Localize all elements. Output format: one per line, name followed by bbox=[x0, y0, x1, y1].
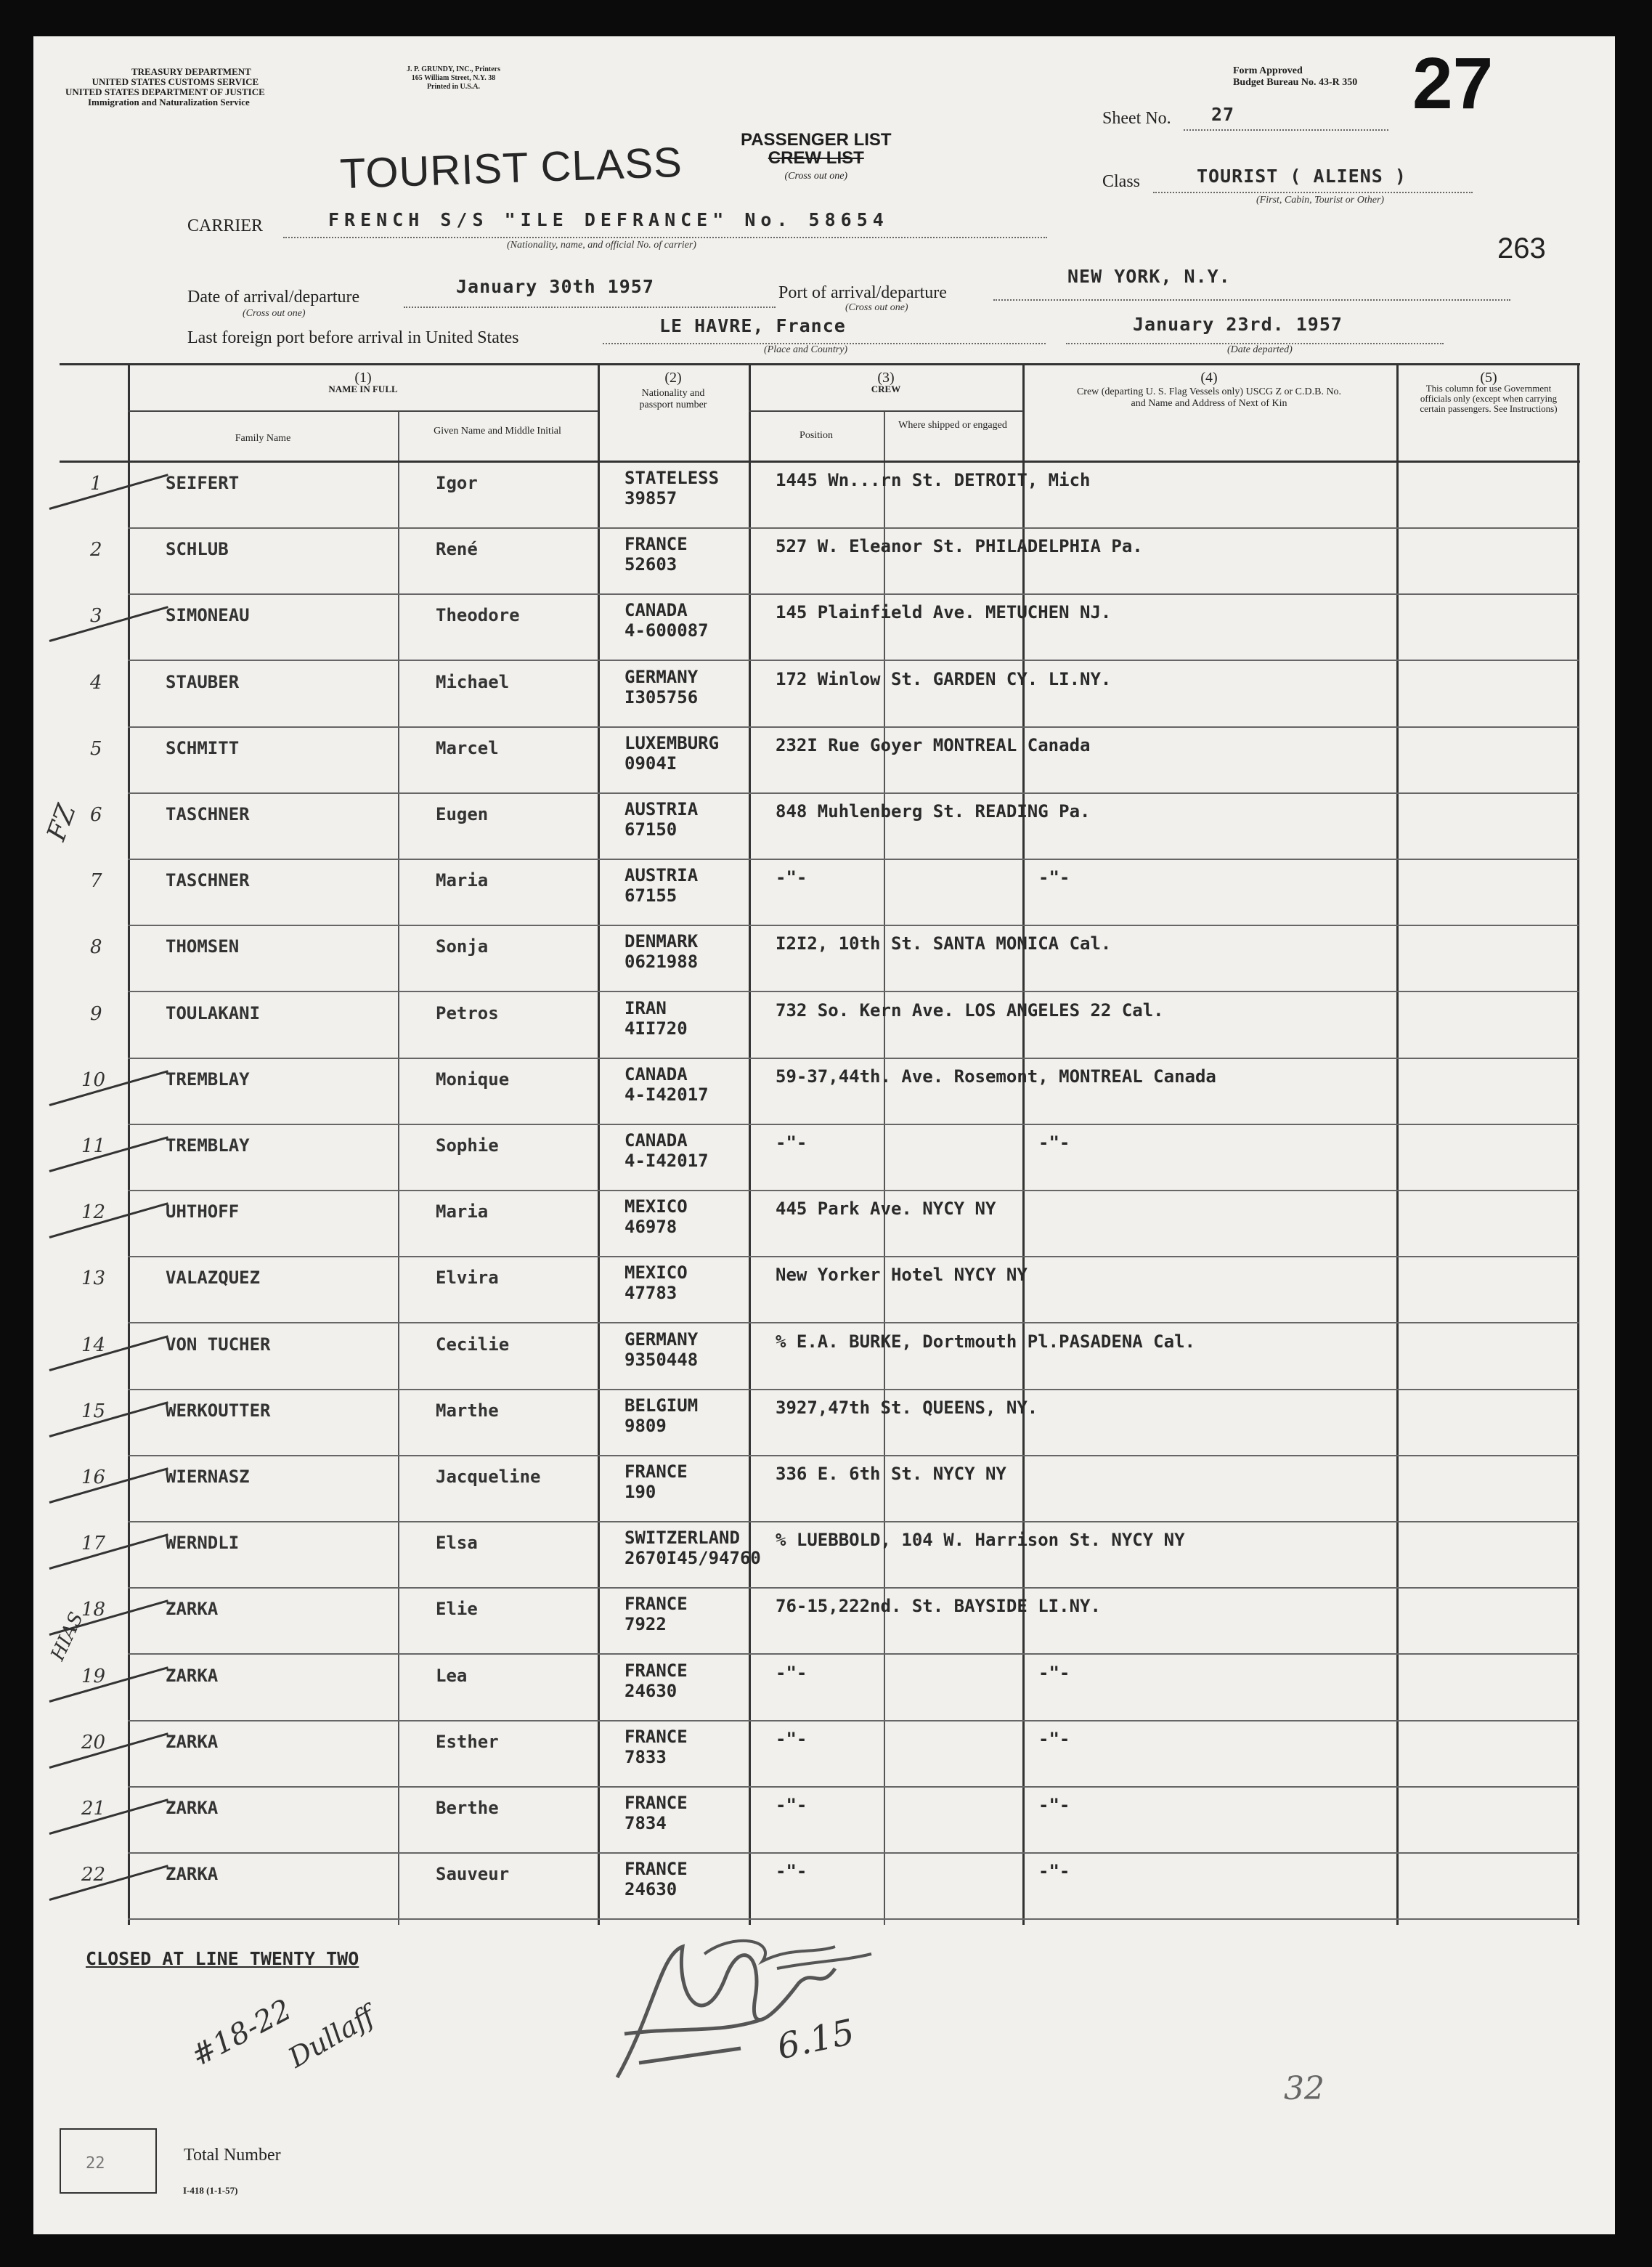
address: 145 Plainfield Ave. METUCHEN NJ. bbox=[776, 602, 1112, 622]
sheet-number-label: Sheet No. bbox=[1102, 109, 1171, 128]
agency-line: Immigration and Naturalization Service bbox=[87, 97, 250, 108]
line-check-mark bbox=[49, 1533, 168, 1570]
line-number: 16 bbox=[81, 1467, 106, 1488]
family-name: ZARKA bbox=[166, 1599, 219, 1619]
line-check-mark bbox=[49, 1467, 168, 1504]
given-name: Elsa bbox=[436, 1533, 478, 1553]
tourist-class-stamp: TOURIST CLASS bbox=[339, 138, 683, 198]
line-number: 13 bbox=[81, 1268, 106, 1289]
nationality: GERMANY bbox=[624, 667, 699, 687]
given-name: Sonja bbox=[436, 936, 489, 957]
passport-number: 9809 bbox=[624, 1416, 667, 1436]
passport-number: 47783 bbox=[624, 1283, 678, 1303]
line-check-mark bbox=[49, 1666, 168, 1703]
address: 59-37,44th. Ave. Rosemont, MONTREAL Canada bbox=[776, 1066, 1216, 1087]
family-name: VON TUCHER bbox=[166, 1334, 271, 1355]
given-name-header: Given Name and Middle Initial bbox=[434, 426, 561, 437]
nationality: FRANCE bbox=[624, 1461, 688, 1482]
last-port-label: Last foreign port before arrival in United States bbox=[187, 328, 519, 347]
given-name: Elvira bbox=[436, 1268, 499, 1288]
position-header: Position bbox=[799, 430, 833, 441]
table-row bbox=[0, 1059, 1652, 1125]
family-name: TREMBLAY bbox=[166, 1135, 250, 1156]
sheet-number-rule bbox=[1184, 129, 1388, 131]
nationality: DENMARK bbox=[624, 931, 699, 952]
date-of-arrival-rule bbox=[404, 307, 776, 308]
family-name: SEIFERT bbox=[166, 473, 240, 493]
address: 527 W. Eleanor St. PHILADELPHIA Pa. bbox=[776, 536, 1143, 556]
given-name: Sophie bbox=[436, 1135, 499, 1156]
last-port-caption: (Place and Country) bbox=[764, 344, 848, 355]
form-approval bbox=[1233, 65, 1357, 89]
passport-number: I305756 bbox=[624, 687, 699, 707]
passport-number: 190 bbox=[624, 1482, 656, 1502]
table-top-rule bbox=[60, 363, 1580, 365]
total-number-label: Total Number bbox=[184, 2146, 281, 2165]
line-check-mark bbox=[49, 1335, 168, 1371]
column-title: Nationality and passport number bbox=[639, 388, 707, 410]
family-name: THOMSEN bbox=[166, 936, 240, 957]
table-row bbox=[0, 1257, 1652, 1323]
family-name: SIMONEAU bbox=[166, 605, 250, 625]
address: 445 Park Ave. NYCY NY bbox=[776, 1199, 996, 1219]
nationality: MEXICO bbox=[624, 1262, 688, 1283]
margin-note: HIAS bbox=[46, 1609, 89, 1664]
nationality: FRANCE bbox=[624, 1859, 688, 1879]
column-5-header bbox=[1401, 372, 1576, 414]
line-check-mark bbox=[49, 1401, 168, 1437]
line-number: 10 bbox=[81, 1069, 106, 1091]
passport-number: 52603 bbox=[624, 554, 678, 575]
line-number: 8 bbox=[90, 936, 102, 958]
given-name: Marcel bbox=[436, 738, 499, 758]
address: -"- bbox=[776, 1663, 807, 1683]
table-row bbox=[0, 926, 1652, 992]
carrier-caption: (Nationality, name, and official No. of carrier) bbox=[507, 240, 696, 251]
handwritten-page-number: 263 bbox=[1497, 232, 1546, 264]
family-name: STAUBER bbox=[166, 672, 240, 692]
line-number: 6 bbox=[90, 804, 102, 826]
family-name-header: Family Name bbox=[235, 433, 291, 444]
line-number: 22 bbox=[81, 1864, 106, 1886]
nationality: LUXEMBURG bbox=[624, 733, 720, 753]
table-row bbox=[0, 1655, 1652, 1721]
last-port-value: LE HAVRE, France bbox=[659, 315, 846, 336]
family-name: WERNDLI bbox=[166, 1533, 240, 1553]
given-name: Marthe bbox=[436, 1400, 499, 1421]
column-3-header bbox=[749, 372, 1023, 396]
next-of-kin: -"- bbox=[1038, 1729, 1070, 1749]
given-name: René bbox=[436, 539, 478, 559]
column-title: NAME IN FULL bbox=[328, 384, 398, 394]
given-name: Lea bbox=[436, 1666, 468, 1686]
address: -"- bbox=[776, 1132, 807, 1153]
date-cross-out-caption: (Cross out one) bbox=[243, 308, 306, 319]
table-row bbox=[0, 1191, 1652, 1257]
printer-line: 165 William Street, N.Y. 38 bbox=[411, 74, 496, 82]
address: New Yorker Hotel NYCY NY bbox=[776, 1265, 1028, 1285]
line-number: 4 bbox=[90, 672, 102, 694]
nationality: BELGIUM bbox=[624, 1395, 699, 1416]
closed-at-line-note: CLOSED AT LINE TWENTY TWO bbox=[86, 1948, 359, 1969]
line-check-mark bbox=[49, 1732, 168, 1769]
line-check-mark bbox=[49, 1865, 168, 1901]
table-row bbox=[0, 1456, 1652, 1522]
carrier-value: FRENCH S/S "ILE DEFRANCE" No. 58654 bbox=[328, 209, 889, 230]
given-name: Eugen bbox=[436, 804, 489, 824]
agency-line: UNITED STATES CUSTOMS SERVICE bbox=[91, 76, 259, 87]
line-number: 19 bbox=[81, 1666, 106, 1687]
family-name: ZARKA bbox=[166, 1864, 219, 1884]
line-check-mark bbox=[49, 1070, 168, 1106]
passport-number: 4II720 bbox=[624, 1018, 688, 1039]
nationality: FRANCE bbox=[624, 1660, 688, 1681]
passport-number: 24630 bbox=[624, 1879, 678, 1899]
printer-imprint bbox=[407, 65, 500, 92]
nationality: FRANCE bbox=[624, 1727, 688, 1747]
line-number: 17 bbox=[81, 1533, 106, 1554]
table-row bbox=[0, 1125, 1652, 1191]
line-number: 1 bbox=[90, 473, 102, 495]
given-name: Theodore bbox=[436, 605, 520, 625]
table-row bbox=[0, 662, 1652, 728]
nationality: CANADA bbox=[624, 1130, 688, 1151]
given-name: Maria bbox=[436, 1201, 489, 1222]
table-row bbox=[0, 1854, 1652, 1920]
class-caption: (First, Cabin, Tourist or Other) bbox=[1256, 195, 1385, 206]
family-name: ZARKA bbox=[166, 1666, 219, 1686]
column-number: (4) bbox=[1200, 370, 1218, 386]
agency-line: TREASURY DEPARTMENT bbox=[131, 66, 251, 77]
given-name: Maria bbox=[436, 870, 489, 891]
line-number: 5 bbox=[90, 738, 102, 760]
family-name: TREMBLAY bbox=[166, 1069, 250, 1090]
agency-header bbox=[65, 67, 265, 108]
passport-number: 7834 bbox=[624, 1813, 667, 1833]
table-row bbox=[0, 860, 1652, 926]
table-row bbox=[0, 794, 1652, 860]
family-name: TASCHNER bbox=[166, 870, 250, 891]
nationality: GERMANY bbox=[624, 1329, 699, 1350]
total-number-value: 22 bbox=[86, 2154, 105, 2173]
nationality: CANADA bbox=[624, 1064, 688, 1084]
line-check-mark bbox=[49, 474, 168, 510]
line-check-mark bbox=[49, 1798, 168, 1835]
line-number: 21 bbox=[81, 1798, 106, 1820]
handwritten-note: #18-22 bbox=[185, 1992, 297, 2074]
address: 848 Muhlenberg St. READING Pa. bbox=[776, 801, 1091, 822]
nationality: MEXICO bbox=[624, 1196, 688, 1217]
family-name: ZARKA bbox=[166, 1732, 219, 1752]
budget-bureau-line: Budget Bureau No. 43-R 350 bbox=[1233, 77, 1358, 88]
date-departed-caption: (Date departed) bbox=[1227, 344, 1293, 355]
passport-number: 4-I42017 bbox=[624, 1084, 709, 1105]
row-rule bbox=[128, 1918, 1579, 1920]
address: % LUEBBOLD, 104 W. Harrison St. NYCY NY bbox=[776, 1530, 1185, 1550]
date-of-arrival-label: Date of arrival/departure bbox=[187, 288, 360, 307]
passport-number: 67155 bbox=[624, 885, 678, 906]
margin-note: FZ bbox=[41, 800, 82, 845]
address: 232I Rue Goyer MONTREAL Canada bbox=[776, 735, 1091, 755]
given-name: Berthe bbox=[436, 1798, 499, 1818]
table-row bbox=[0, 1522, 1652, 1589]
address: -"- bbox=[776, 1861, 807, 1881]
crew-list-title: CREW LIST bbox=[768, 148, 864, 168]
address: 3927,47th St. QUEENS, NY. bbox=[776, 1398, 1038, 1418]
given-name: Cecilie bbox=[436, 1334, 510, 1355]
nationality: AUSTRIA bbox=[624, 799, 699, 819]
nationality: CANADA bbox=[624, 600, 688, 620]
line-number: 15 bbox=[81, 1400, 106, 1422]
column-2-header bbox=[603, 372, 743, 411]
handwritten-time-note: 6.15 bbox=[773, 2011, 858, 2068]
line-number: 18 bbox=[81, 1599, 106, 1621]
column-title: CREW bbox=[871, 384, 901, 394]
family-name: TOULAKANI bbox=[166, 1003, 261, 1023]
line-number: 14 bbox=[81, 1334, 106, 1356]
given-name: Michael bbox=[436, 672, 510, 692]
row-rule bbox=[128, 660, 1579, 661]
passport-number: 0621988 bbox=[624, 952, 699, 972]
passport-number: 2670I45/94760 bbox=[624, 1548, 761, 1568]
total-number-box bbox=[60, 2128, 157, 2194]
header-sub-rule bbox=[749, 410, 1023, 412]
printer-line: J. P. GRUNDY, INC., Printers bbox=[407, 65, 500, 73]
table-row bbox=[0, 728, 1652, 794]
line-number: 3 bbox=[90, 605, 102, 627]
line-number: 9 bbox=[90, 1003, 102, 1025]
table-row bbox=[0, 595, 1652, 661]
next-of-kin: -"- bbox=[1038, 1132, 1070, 1153]
next-of-kin: -"- bbox=[1038, 1663, 1070, 1683]
passport-number: 67150 bbox=[624, 819, 678, 840]
passport-number: 4-600087 bbox=[624, 620, 709, 641]
table-row bbox=[0, 529, 1652, 595]
column-4-header bbox=[1046, 372, 1372, 410]
class-value: TOURIST ( ALIENS ) bbox=[1197, 166, 1407, 187]
family-name: SCHMITT bbox=[166, 738, 240, 758]
address: 732 So. Kern Ave. LOS ANGELES 22 Cal. bbox=[776, 1000, 1164, 1021]
column-number: (5) bbox=[1480, 370, 1497, 386]
class-label: Class bbox=[1102, 172, 1141, 191]
port-of-arrival-value: NEW YORK, N.Y. bbox=[1067, 266, 1231, 287]
address: -"- bbox=[776, 867, 807, 888]
given-name: Sauveur bbox=[436, 1864, 510, 1884]
line-check-mark bbox=[49, 606, 168, 642]
port-of-arrival-rule bbox=[993, 299, 1510, 301]
address: -"- bbox=[776, 1729, 807, 1749]
next-of-kin: -"- bbox=[1038, 867, 1070, 888]
table-row bbox=[0, 463, 1652, 529]
given-name: Elie bbox=[436, 1599, 478, 1619]
column-number: (2) bbox=[664, 370, 682, 386]
family-name: WERKOUTTER bbox=[166, 1400, 271, 1421]
next-of-kin: -"- bbox=[1038, 1861, 1070, 1881]
address: 336 E. 6th St. NYCY NY bbox=[776, 1464, 1006, 1484]
port-of-arrival-label: Port of arrival/departure bbox=[778, 283, 947, 302]
address: 76-15,222nd. St. BAYSIDE LI.NY. bbox=[776, 1596, 1101, 1616]
inspector-signature bbox=[595, 1925, 929, 2092]
table-row bbox=[0, 1721, 1652, 1788]
column-number: (1) bbox=[354, 370, 372, 386]
passport-number: 46978 bbox=[624, 1217, 678, 1237]
handwritten-total: 32 bbox=[1284, 2070, 1325, 2107]
row-rule bbox=[128, 991, 1579, 992]
address: 172 Winlow St. GARDEN CY. LI.NY. bbox=[776, 669, 1112, 689]
port-cross-out-caption: (Cross out one) bbox=[845, 302, 908, 313]
given-name: Petros bbox=[436, 1003, 499, 1023]
family-name: SCHLUB bbox=[166, 539, 229, 559]
class-rule bbox=[1153, 192, 1473, 193]
family-name: WIERNASZ bbox=[166, 1467, 250, 1487]
column-title: Crew (departing U. S. Flag Vessels only) USCG Z or C.D.B. No. and Name and Address of Next of Kin bbox=[1076, 386, 1342, 409]
line-number: 11 bbox=[81, 1135, 106, 1157]
given-name: Igor bbox=[436, 473, 478, 493]
table-row bbox=[0, 1390, 1652, 1456]
table-row bbox=[0, 1788, 1652, 1854]
given-name: Monique bbox=[436, 1069, 510, 1090]
column-number: (3) bbox=[877, 370, 895, 386]
form-approved-line: Form Approved bbox=[1233, 65, 1303, 76]
nationality: FRANCE bbox=[624, 534, 688, 554]
line-number: 20 bbox=[81, 1732, 106, 1753]
passport-number: 24630 bbox=[624, 1681, 678, 1701]
line-number: 12 bbox=[81, 1201, 106, 1223]
address: I2I2, 10th St. SANTA MONICA Cal. bbox=[776, 933, 1112, 954]
sheet-number-value: 27 bbox=[1211, 104, 1235, 125]
address: % E.A. BURKE, Dortmouth Pl.PASADENA Cal. bbox=[776, 1331, 1195, 1352]
header-sub-rule bbox=[128, 410, 598, 412]
column-1-header bbox=[128, 372, 598, 396]
line-number: 7 bbox=[90, 870, 102, 892]
passport-number: 0904I bbox=[624, 753, 678, 774]
line-number: 2 bbox=[90, 539, 102, 561]
family-name: UHTHOFF bbox=[166, 1201, 240, 1222]
family-name: ZARKA bbox=[166, 1798, 219, 1818]
column-title: This column for use Government officials only (except when carrying certain passengers. See Instructions) bbox=[1420, 383, 1558, 414]
given-name: Esther bbox=[436, 1732, 499, 1752]
given-name: Jacqueline bbox=[436, 1467, 541, 1487]
address: -"- bbox=[776, 1795, 807, 1815]
nationality: IRAN bbox=[624, 998, 667, 1018]
family-name: TASCHNER bbox=[166, 804, 250, 824]
family-name: VALAZQUEZ bbox=[166, 1268, 261, 1288]
carrier-label: CARRIER bbox=[187, 216, 264, 235]
agency-line: UNITED STATES DEPARTMENT OF JUSTICE bbox=[65, 86, 265, 97]
passport-number: 4-I42017 bbox=[624, 1151, 709, 1171]
where-shipped-header: Where shipped or engaged bbox=[898, 420, 1007, 431]
form-code: I-418 (1-1-57) bbox=[183, 2185, 238, 2196]
passport-number: 7833 bbox=[624, 1747, 667, 1767]
passport-number: 39857 bbox=[624, 488, 678, 508]
nationality: FRANCE bbox=[624, 1594, 688, 1614]
passport-number: 7922 bbox=[624, 1614, 667, 1634]
date-departed-value: January 23rd. 1957 bbox=[1133, 314, 1343, 335]
cross-out-caption: (Cross out one) bbox=[784, 171, 848, 182]
next-of-kin: -"- bbox=[1038, 1795, 1070, 1815]
nationality: SWITZERLAND bbox=[624, 1528, 740, 1548]
stamped-sheet-number: 27 bbox=[1412, 43, 1494, 124]
table-row bbox=[0, 1324, 1652, 1390]
nationality: FRANCE bbox=[624, 1793, 688, 1813]
date-of-arrival-value: January 30th 1957 bbox=[456, 276, 654, 297]
list-type-block bbox=[741, 131, 892, 185]
nationality: AUSTRIA bbox=[624, 865, 699, 885]
row-rule bbox=[128, 1322, 1579, 1323]
passport-number: 9350448 bbox=[624, 1350, 699, 1370]
address: 1445 Wn...rn St. DETROIT, Mich bbox=[776, 470, 1091, 490]
line-check-mark bbox=[49, 1202, 168, 1238]
nationality: STATELESS bbox=[624, 468, 720, 488]
carrier-rule bbox=[283, 237, 1047, 238]
table-row bbox=[0, 1589, 1652, 1655]
printer-line: Printed in U.S.A. bbox=[426, 83, 481, 91]
passenger-list-title: PASSENGER LIST bbox=[741, 130, 892, 150]
row-rule bbox=[128, 1653, 1579, 1655]
handwritten-note: Dullaff bbox=[282, 1999, 381, 2075]
table-row bbox=[0, 993, 1652, 1059]
line-check-mark bbox=[49, 1136, 168, 1172]
